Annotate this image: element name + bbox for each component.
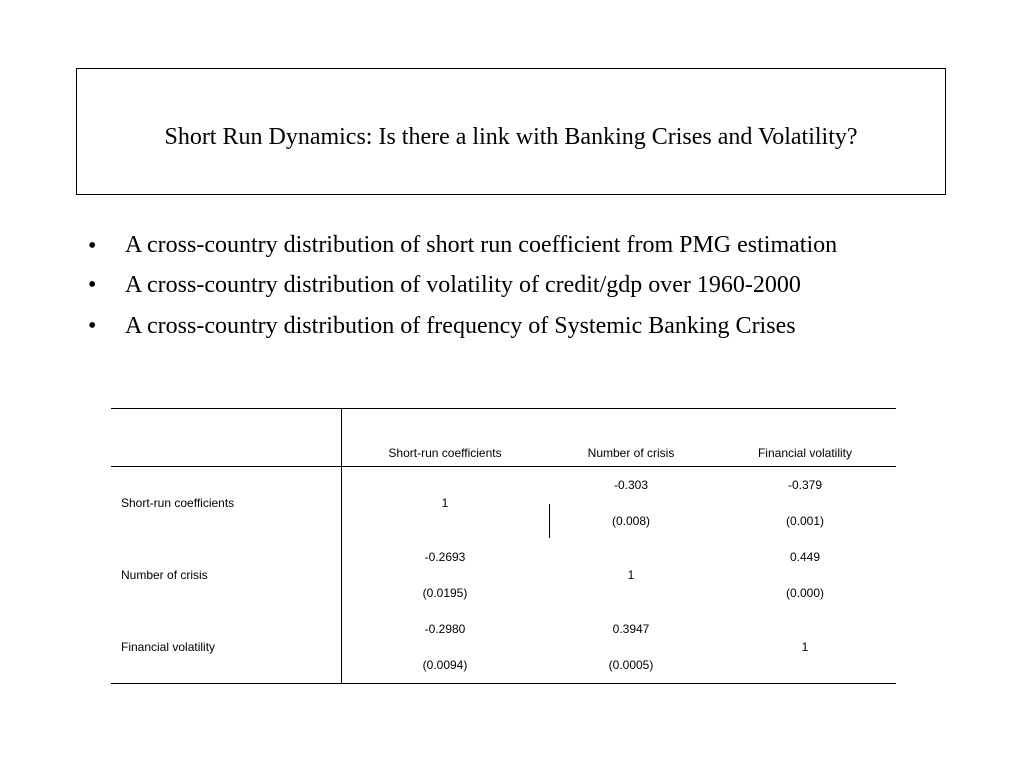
bullet-text: A cross-country distribution of volatility of credit/gdp over 1960-2000: [125, 272, 801, 298]
row-label: Number of crisis: [121, 568, 208, 582]
bullet-marker: •: [88, 313, 97, 339]
bullet-text: A cross-country distribution of frequency of Systemic Banking Crises: [125, 313, 796, 339]
table-cell-value: 1: [627, 568, 635, 582]
correlation-table: [111, 408, 896, 684]
table-bottom-rule: [111, 683, 896, 684]
table-cell-divider: [549, 504, 550, 538]
table-cell-pvalue: (0.0005): [608, 658, 654, 672]
table-cell-value: -0.303: [613, 478, 649, 492]
column-header: Financial volatility: [757, 446, 853, 460]
table-cell-pvalue: (0.0195): [422, 586, 468, 600]
bullet-item: [88, 229, 948, 262]
table-cell-value: 1: [801, 640, 809, 654]
column-header: Short-run coefficients: [388, 446, 502, 460]
row-label: Financial volatility: [121, 640, 216, 654]
table-cell-pvalue: (0.0094): [422, 658, 468, 672]
slide-title-box: [76, 68, 946, 195]
table-cell-value: -0.379: [787, 478, 823, 492]
table-cell-pvalue: (0.000): [785, 586, 825, 600]
table-cell-value: -0.2980: [424, 622, 466, 636]
table-cell-value: 0.3947: [612, 622, 650, 636]
bullet-item: [88, 268, 948, 303]
table-cell-value: 0.449: [789, 550, 821, 564]
table-cell-value: -0.2693: [424, 550, 466, 564]
table-top-rule: [111, 408, 896, 409]
table-cell-pvalue: (0.008): [611, 514, 651, 528]
bullet-list: [88, 229, 948, 350]
bullet-marker: •: [88, 233, 97, 259]
bullet-marker: •: [88, 272, 97, 298]
column-header: Number of crisis: [587, 446, 675, 460]
table-cell-pvalue: (0.001): [785, 514, 825, 528]
table-cell-value: 1: [441, 496, 449, 510]
table-column-divider: [341, 408, 342, 684]
row-label: Short-run coefficients: [121, 496, 235, 510]
bullet-text: A cross-country distribution of short run coefficient from PMG estimation: [125, 232, 838, 258]
slide-title: Short Run Dynamics: Is there a link with Banking Crises and Volatility?: [164, 124, 858, 150]
bullet-item: [88, 309, 948, 344]
table-header-rule: [111, 466, 896, 467]
